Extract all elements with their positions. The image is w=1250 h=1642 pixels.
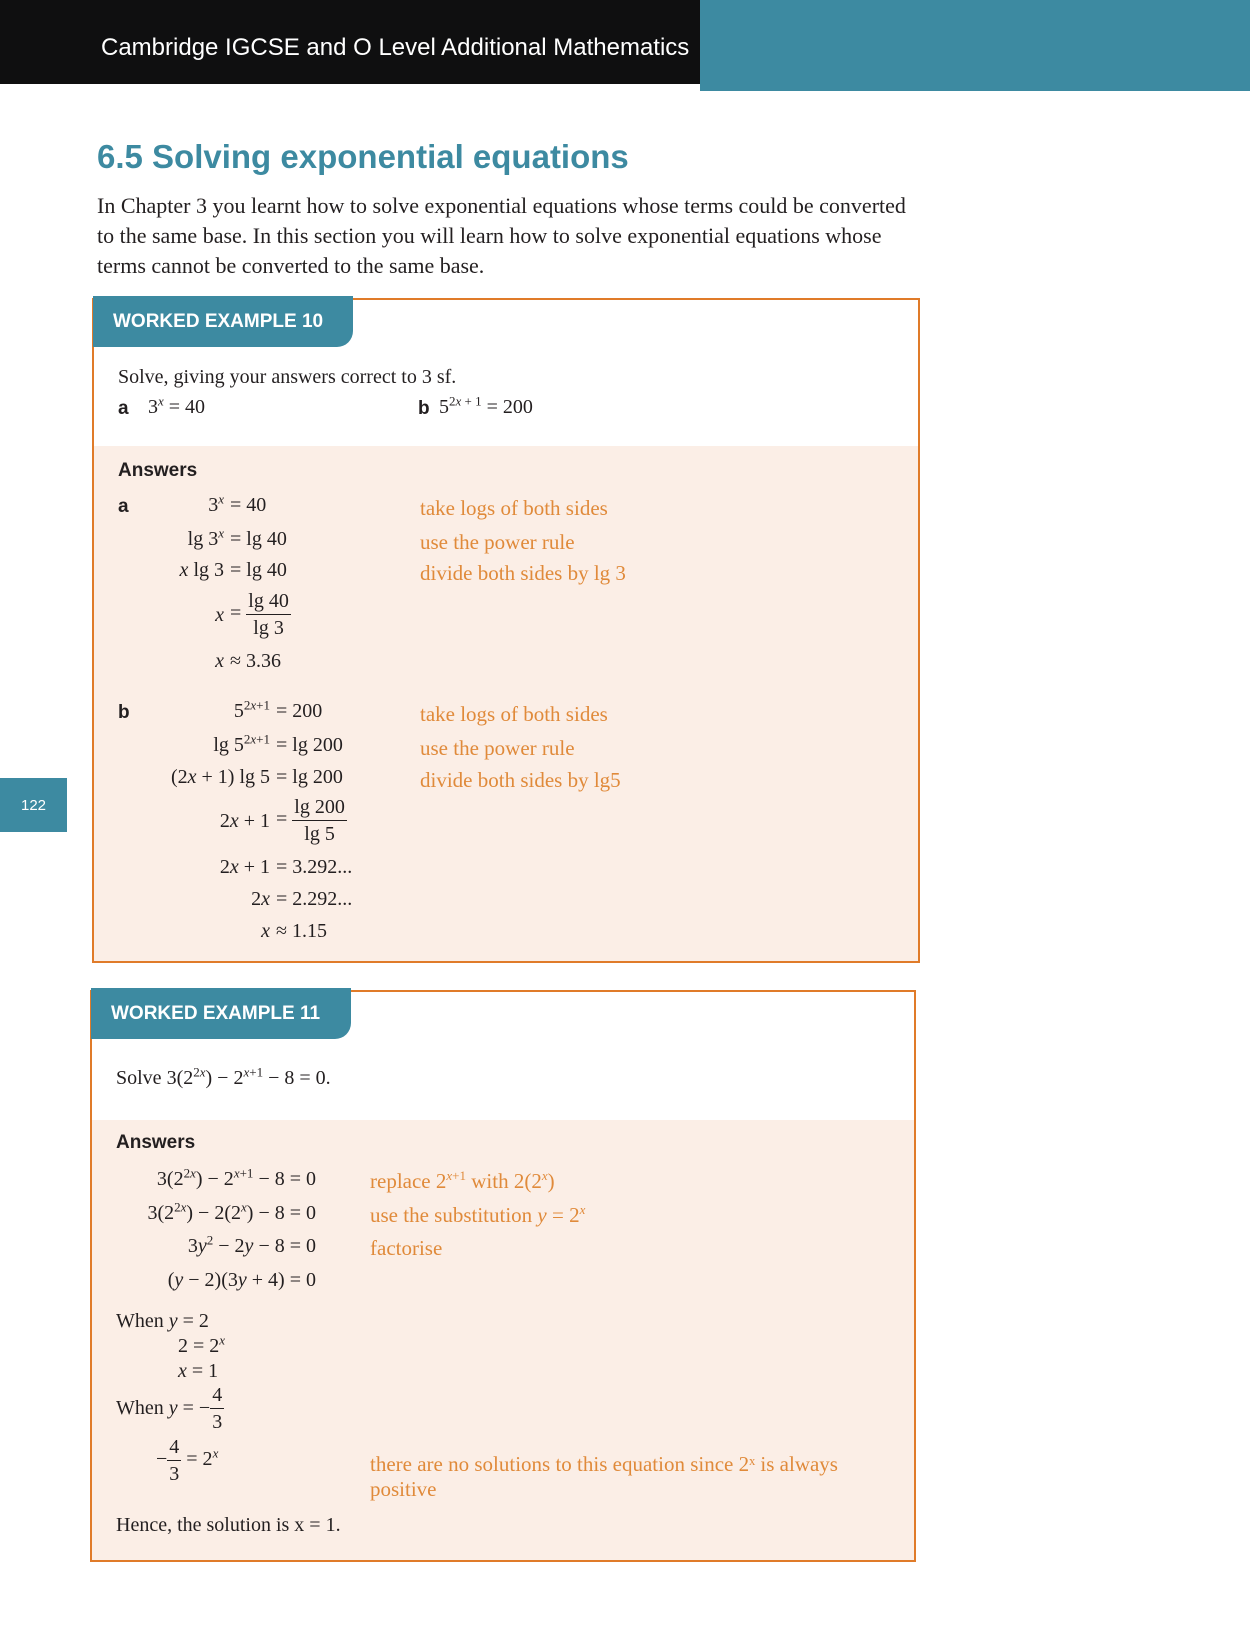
b-step4-rhs: = $\frac{\lg 200}{\lg 5}$ xyxy=(276,796,345,845)
a-step3-lhs: x lg 3 xyxy=(179,559,224,581)
page-number-tab xyxy=(0,778,67,832)
step1: $3(2^{2x}) - 2^{x+1} - 8 = 0$ xyxy=(156,1165,316,1190)
case1-step2: x = 1 xyxy=(178,1360,219,1382)
a-step5-lhs: x xyxy=(215,650,224,672)
a-step4-lhs: x xyxy=(215,604,224,626)
example-label: WORKED EXAMPLE 11 xyxy=(91,988,351,1039)
case1-when: When y = 2 xyxy=(116,1310,209,1332)
b-step1-lhs: $5^{2x+1}$ xyxy=(233,697,270,722)
b-step2-rhs: = lg 200 xyxy=(276,734,343,756)
b-step1-rhs: = 200 xyxy=(276,700,323,722)
step2: $3(2^{2x}) - 2(2^x) - 8 = 0$ xyxy=(147,1199,316,1224)
a-step2-lhs: lg 3$^x$ xyxy=(187,525,224,550)
b-note-1: take logs of both sides xyxy=(420,702,608,726)
example-label: WORKED EXAMPLE 10 xyxy=(93,296,353,347)
note-no-solution: there are no solutions to this equation since 2ˣ is always positive xyxy=(370,1452,838,1501)
b-step7-lhs: x xyxy=(261,920,270,942)
example-question: Solve, giving your answers correct to 3 sf. xyxy=(118,366,457,388)
answer-a-letter: a xyxy=(118,496,129,517)
header-accent xyxy=(700,0,1250,91)
section-intro: In Chapter 3 you learnt how to solve exponential equations whose terms could be converted to the same base. In this section you will learn how to solve exponential equations whose terms cannot be converted to the same base. xyxy=(97,193,906,278)
part-a-letter: a xyxy=(118,398,129,419)
page-number: 122 xyxy=(20,796,47,814)
part-b-letter: b xyxy=(418,398,430,419)
note-factorise: factorise xyxy=(370,1236,443,1260)
b-step6-rhs: = 2.292... xyxy=(276,888,353,910)
example-question: Solve $3(2^{2x}) - 2^{x+1} - 8 = 0$. xyxy=(116,1064,331,1089)
b-step4-lhs: 2x + 1 xyxy=(219,810,270,832)
part-b-equation: $5^{2x + 1} = 200$ xyxy=(439,393,533,418)
a-step3-rhs: = lg 40 xyxy=(230,559,287,581)
b-step7-rhs: ≈ 1.15 xyxy=(276,920,327,942)
conclusion: Hence, the solution is x = 1. xyxy=(116,1514,341,1536)
a-note-2: use the power rule xyxy=(420,530,575,554)
b-note-3: divide both sides by lg5 xyxy=(420,768,621,792)
note-replace: replace $2^{x+1}$ with 2(2$^x$) xyxy=(370,1168,555,1193)
b-step5-lhs: 2x + 1 xyxy=(219,856,270,878)
part-a-equation: $3^x = 40$ xyxy=(148,393,206,418)
book-title: Cambridge IGCSE and O Level Additional Mathematics xyxy=(101,34,690,61)
b-step2-lhs: $\lg 5^{2x+1}$ xyxy=(213,731,270,756)
a-note-1: take logs of both sides xyxy=(420,496,608,520)
b-note-2: use the power rule xyxy=(420,736,575,760)
step3: $3y^2 - 2y - 8 = 0$ xyxy=(187,1232,316,1257)
a-step4-rhs: = $\frac{\lg 40}{\lg 3}$ xyxy=(230,590,289,639)
section-title: 6.5 Solving exponential equations xyxy=(97,138,629,175)
a-step1-rhs: = 40 xyxy=(230,494,267,516)
case2-when: When y = − $\frac{4}{3}$ xyxy=(116,1384,223,1433)
b-step6-lhs: 2x xyxy=(251,888,270,910)
worked-example-11 xyxy=(90,990,916,1562)
b-step3-lhs: (2x + 1) lg 5 xyxy=(170,766,270,788)
answers-heading: Answers xyxy=(116,1132,196,1153)
step4: (y − 2)(3y + 4) = 0 xyxy=(167,1269,316,1291)
case1-step1: $2 = 2^x$ xyxy=(178,1332,226,1357)
case2-step1: − $\frac{4}{3}$ = $2^x$ xyxy=(156,1436,219,1485)
note-substitution: use the substitution $y = 2^x$ xyxy=(370,1202,586,1227)
answer-b-letter: b xyxy=(118,702,130,723)
b-step5-rhs: = 3.292... xyxy=(276,856,353,878)
answers-heading: Answers xyxy=(118,460,198,481)
worked-example-10 xyxy=(92,298,920,963)
b-step3-rhs: = lg 200 xyxy=(276,766,343,788)
a-step5-rhs: ≈ 3.36 xyxy=(230,650,281,672)
a-step2-rhs: = lg 40 xyxy=(230,528,287,550)
a-note-3: divide both sides by lg 3 xyxy=(420,561,626,585)
a-step1-lhs: 3$^x$ xyxy=(208,491,224,516)
solve-word: Solve xyxy=(116,1067,162,1089)
